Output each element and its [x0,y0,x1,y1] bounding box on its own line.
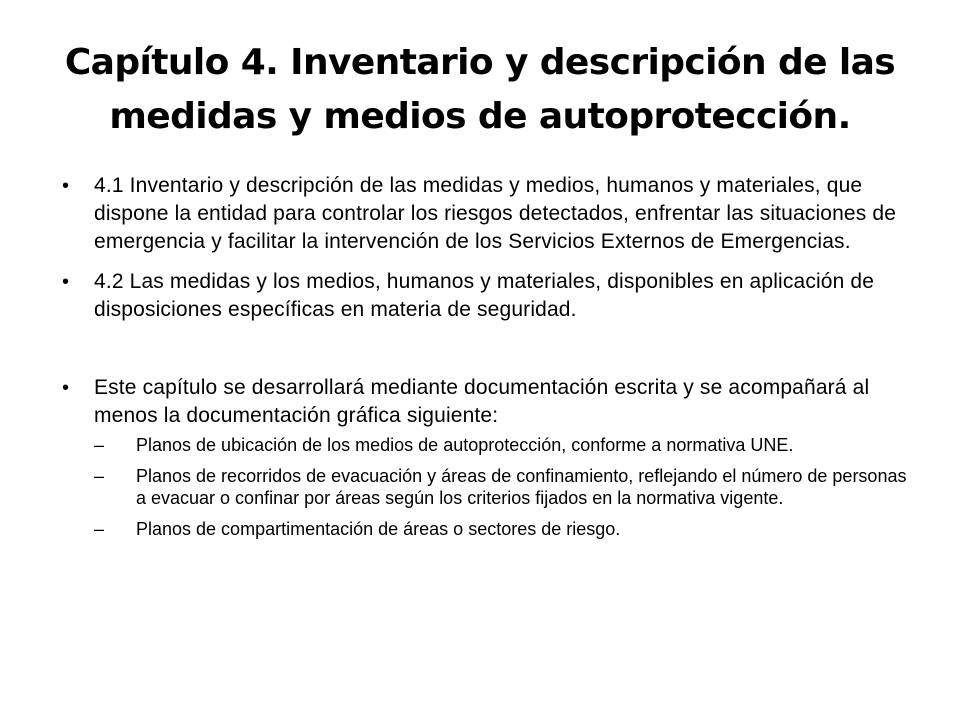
bullet-text: Este capítulo se desarrollará mediante documentación escrita y se acompañará al menos la documentación gráfica siguiente: [94,376,870,427]
dash-marker: – [94,519,105,539]
bullet-item [62,172,914,256]
bullet-text: 4.1 Inventario y descripción de las medidas y medios, humanos y materiales, que dispone la entidad para controlar los riesgos detectados, enfrentar las situaciones de emergencia y facilitar la intervención de los Servicios Externos de Emergencias. [94,174,897,253]
sub-bullet-item [94,518,914,540]
bullet-text: 4.2 Las medidas y los medios, humanos y materiales, disponibles en aplicación de disposiciones específicas en materia de seguridad. [94,270,875,321]
bullet-item [62,374,914,430]
dash-marker: – [94,435,105,455]
sub-bullet-text: Planos de ubicación de los medios de autoprotección, conforme a normativa UNE. [136,435,794,455]
sub-bullet-text: Planos de recorridos de evacuación y áreas de confinamiento, reflejando el número de personas a evacuar o confinar por áreas según los criterios fijados en la normativa vigente. [136,466,907,508]
slide-title: Capítulo 4. Inventario y descripción de las medidas y medios de autoprotección. [64,42,896,137]
bullet-marker: • [62,377,70,399]
sub-bullet-item [94,434,914,456]
sub-bullet-list [62,434,914,540]
bullet-item [62,268,914,324]
sub-bullet-item [94,465,914,509]
bullet-marker: • [62,271,70,293]
bullet-marker: • [62,175,70,197]
sub-bullet-text: Planos de compartimentación de áreas o sectores de riesgo. [136,519,621,539]
bullet-list [62,168,914,540]
dash-marker: – [94,466,105,486]
